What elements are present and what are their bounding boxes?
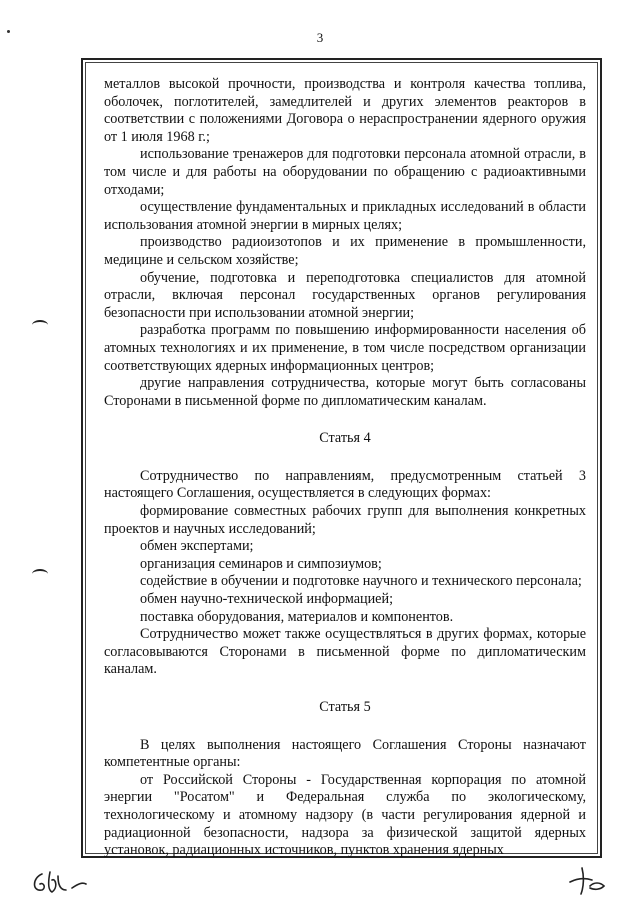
initials-signature-right xyxy=(560,866,610,896)
binding-mark-icon xyxy=(32,569,48,579)
paragraph: обмен научно-технической информацией; xyxy=(140,591,394,608)
initials-signature-left xyxy=(28,868,94,898)
binding-mark-icon xyxy=(32,320,48,330)
page-number: 3 xyxy=(316,30,324,45)
article-heading: Статья 4 xyxy=(319,430,371,447)
paragraph: производство радиоизотопов и их применение в промышленности, медицине и сельском хозяйстве; xyxy=(104,234,586,268)
paragraph: металлов высокой прочности, производства и контроля качества топлива, оболочек, поглотителей, замедлителей и других элементов реакторов в соответствии с положениями Договора о нераспространении ядерного оружия от 1 июля 1968 г.; xyxy=(104,76,586,145)
paragraph: организация семинаров и симпозиумов; xyxy=(140,555,382,572)
paragraph: обучение, подготовка и переподготовка специалистов для атомной отрасли, включая персонал государственных органов регулирования безопасности при использовании атомной энергии; xyxy=(104,269,586,321)
paragraph: использование тренажеров для подготовки персонала атомной отрасли, в том числе и для работы на оборудовании по обращению с радиоактивными отходами; xyxy=(104,146,586,198)
paragraph: формирование совместных рабочих групп для выполнения конкретных проектов и научных исследований; xyxy=(104,503,586,537)
paragraph: разработка программ по повышению информированности населения об атомных технологиях и их применение, в том числе посредством организации соответствующих ядерных информационных центров; xyxy=(104,322,586,374)
paragraph: другие направления сотрудничества, которые могут быть согласованы Сторонами в письменной форме по дипломатическим каналам. xyxy=(104,375,586,409)
document-body xyxy=(104,76,586,860)
paragraph: Сотрудничество по направлениям, предусмотренным статьей 3 настоящего Соглашения, осуществляется в следующих формах: xyxy=(104,467,586,502)
paragraph: поставка оборудования, материалов и компонентов. xyxy=(140,608,454,625)
paragraph: от Российской Стороны - Государственная корпорация по атомной энергии "Росатом" и Федеральная служба по экологическому, технологическому и атомному надзору (в части регулирования ядерной и радиационной безопасности, надзора за физической защитой ядерных установок, радиационных источников, пунктов хранения ядерных xyxy=(104,771,586,859)
paragraph: осуществление фундаментальных и прикладных исследований в области использования атомной энергии в мирных целях; xyxy=(104,199,586,233)
paragraph: В целях выполнения настоящего Соглашения Стороны назначают компетентные органы: xyxy=(104,736,586,771)
paragraph: содействие в обучении и подготовке научного и технического персонала; xyxy=(140,573,582,590)
article-heading: Статья 5 xyxy=(319,699,371,715)
paragraph: обмен экспертами; xyxy=(140,538,254,555)
paragraph: Сотрудничество может также осуществляться в других формах, которые согласовываются Сторонами в письменной форме по дипломатическим каналам. xyxy=(104,626,586,678)
